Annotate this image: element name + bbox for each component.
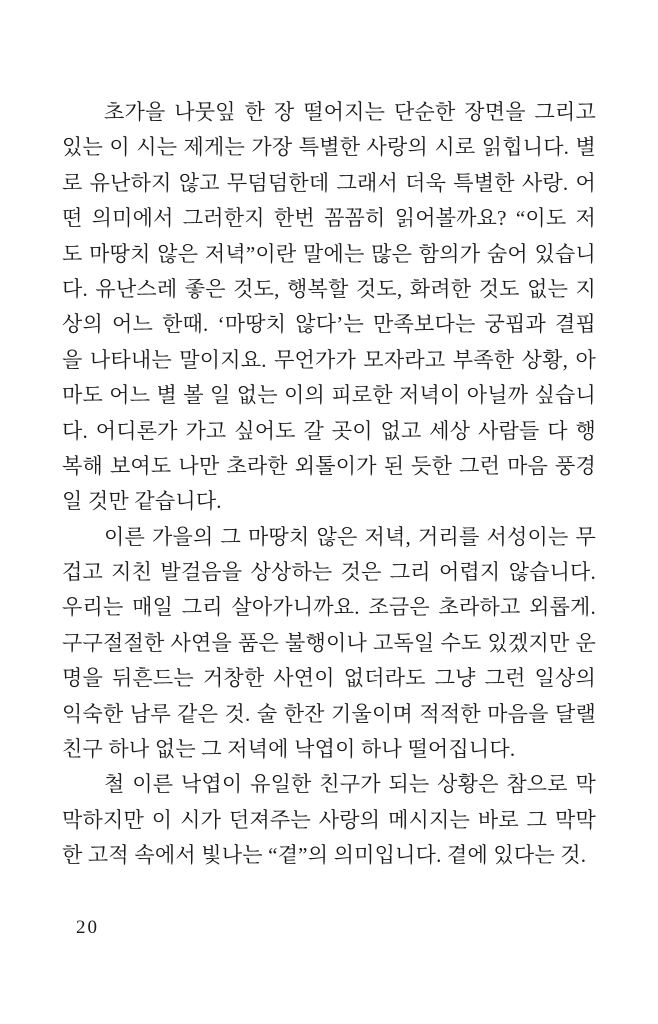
text-line: 한 고적 속에서 빛나는 “곁”의 의미입니다. 곁에 있다는 것. [62,843,587,868]
text-line: 일 것만 같습니다. [62,489,222,514]
text-line: 구구절절한 사연을 품은 불행이나 고독일 수도 있겠지만 운 [62,630,596,655]
text-line: 막하지만 이 시가 던져주는 사랑의 메시지는 바로 그 막막 [62,807,596,832]
text-line: 있는 이 시는 제게는 가장 특별한 사랑의 시로 읽힙니다. 별 [62,135,596,160]
text-line: 복해 보여도 나만 초라한 외톨이가 된 듯한 그런 마음 풍경 [62,453,596,478]
text-line: 상의 어느 한때. ‘마땅치 않다’는 만족보다는 궁핍과 결핍 [62,312,596,337]
body-text [62,95,596,874]
text-line: 이른 가을의 그 마땅치 않은 저녁, 거리를 서성이는 무 [104,524,596,549]
text-line: 다. 유난스레 좋은 것도, 행복할 것도, 화려한 것도 없는 지 [62,276,596,301]
text-line: 다. 어디론가 가고 싶어도 갈 곳이 없고 세상 사람들 다 행 [62,418,596,443]
text-line: 철 이른 낙엽이 유일한 친구가 되는 상황은 참으로 막 [104,772,596,797]
text-line: 명을 뒤흔드는 거창한 사연이 없더라도 그냥 그런 일상의 [62,666,596,691]
text-line: 마도 어느 별 볼 일 없는 이의 피로한 저녁이 아닐까 싶습니 [62,383,596,408]
page-number: 20 [76,917,99,938]
text-line: 떤 의미에서 그러한지 한번 꼼꼼히 읽어볼까요? “이도 저 [62,206,596,231]
text-line: 을 나타내는 말이지요. 무언가가 모자라고 부족한 상황, 아 [62,347,596,372]
text-line: 익숙한 남루 같은 것. 술 한잔 기울이며 적적한 마음을 달랠 [62,701,596,726]
text-line: 우리는 매일 그리 살아가니까요. 조금은 초라하고 외롭게. [62,595,596,620]
text-line: 친구 하나 없는 그 저녁에 낙엽이 하나 떨어집니다. [62,737,516,762]
text-line: 초가을 나뭇잎 한 장 떨어지는 단순한 장면을 그리고 [104,100,596,124]
text-line: 로 유난하지 않고 무덤덤한데 그래서 더욱 특별한 사랑. 어 [62,170,596,195]
text-line: 도 마땅치 않은 저녁”이란 말에는 많은 함의가 숨어 있습니 [62,241,596,266]
text-line: 겁고 지친 발걸음을 상상하는 것은 그리 어렵지 않습니다. [62,560,596,585]
